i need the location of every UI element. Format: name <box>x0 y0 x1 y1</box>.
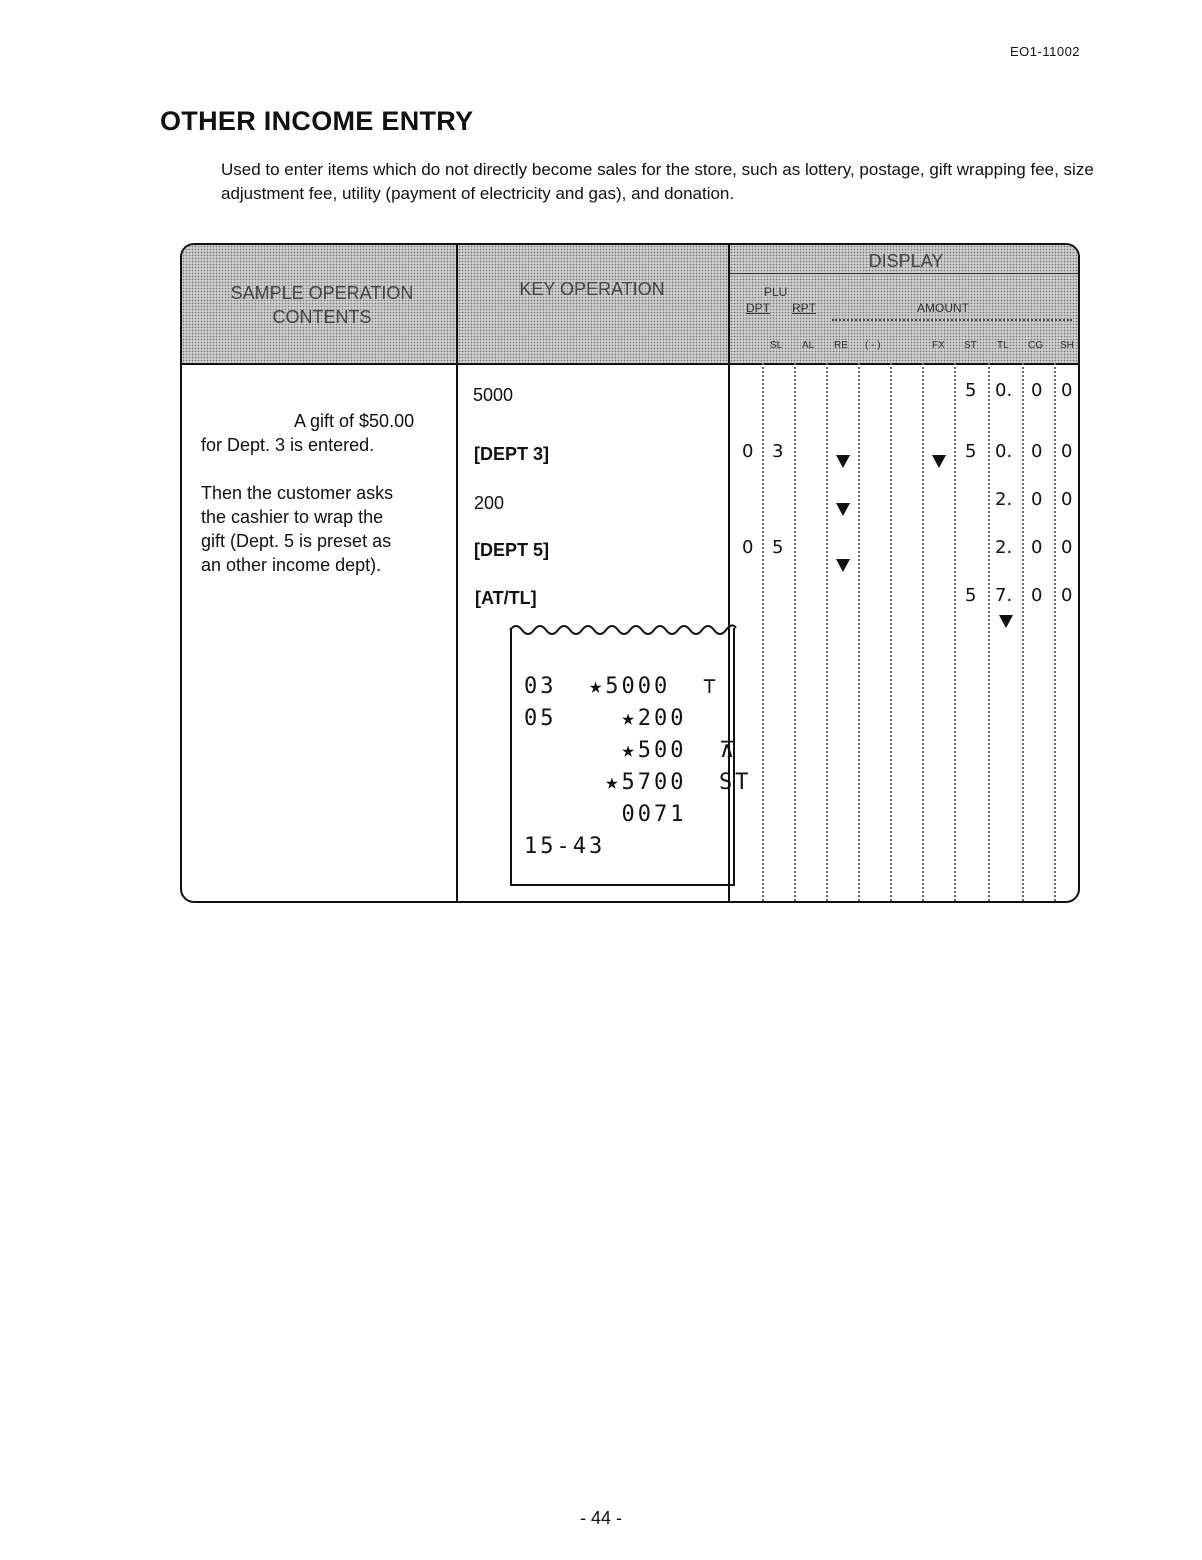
sample-text-line: an other income dept). <box>201 555 382 575</box>
amount-rule <box>832 319 1072 324</box>
indicator-arrow-icon <box>836 503 850 516</box>
key-header <box>458 245 728 365</box>
rpt-label: RPT <box>792 301 816 315</box>
ind-tl: TL <box>997 340 1009 351</box>
document-id: EO1-11002 <box>1010 44 1081 59</box>
display-digit: 2. <box>995 537 1013 558</box>
display-header-label: DISPLAY <box>868 251 944 271</box>
sample-text-line: the cashier to wrap the <box>201 507 384 527</box>
display-column <box>954 363 956 901</box>
display-column <box>794 363 796 901</box>
receipt-line: 05 ★200 <box>524 706 687 731</box>
ind-re: RE <box>834 340 848 351</box>
display-digit: 0 <box>1061 489 1073 510</box>
display-digit: 5 <box>965 585 977 606</box>
display-column <box>762 363 764 901</box>
column-divider <box>456 245 458 901</box>
ind-al: AL <box>802 340 815 351</box>
sample-text-line: for Dept. 3 is entered. <box>201 435 375 455</box>
display-column <box>826 363 828 901</box>
key-step: [DEPT 5] <box>474 540 550 560</box>
display-digit: 5 <box>965 441 977 462</box>
key-header-label: KEY OPERATION <box>519 279 665 299</box>
receipt <box>510 628 752 886</box>
key-step: [AT/TL] <box>475 588 537 608</box>
display-digit: 0 <box>1061 585 1073 606</box>
display-digit: 0 <box>1061 537 1073 558</box>
sample-header-label: SAMPLE OPERATION CONTENTS <box>230 283 414 327</box>
display-digit: 0 <box>1031 441 1043 462</box>
ind-cg: CG <box>1028 340 1043 351</box>
intro-paragraph: Used to enter items which do not directly become sales for the store, such as lottery, postage, gift wrapping fee, size adjustment fee, utility (payment of electricity and gas), and donation. <box>221 160 1094 203</box>
ind-sl: SL <box>770 340 783 351</box>
page-number: - 44 - <box>579 1508 622 1528</box>
display-column <box>1054 363 1056 901</box>
display-digit: 2. <box>995 489 1013 510</box>
plu-label: PLU <box>764 285 788 299</box>
indicator-arrow-icon <box>836 559 850 572</box>
ind-sh: SH <box>1060 340 1074 351</box>
dpt-label: DPT <box>746 301 770 315</box>
display-digit: 0 <box>1061 441 1073 462</box>
display-column <box>890 363 892 901</box>
display-digit: 0 <box>1031 380 1043 401</box>
display-digit: 0 <box>742 537 754 558</box>
display-digit: 0 <box>1031 489 1043 510</box>
display-header-divider <box>730 273 1080 274</box>
receipt-line: ★5700 ST <box>524 770 752 795</box>
display-digit: 0 <box>742 441 754 462</box>
display-digit: 3 <box>772 441 784 462</box>
display-digit: 7. <box>995 585 1013 606</box>
display-column <box>858 363 860 901</box>
indicator-arrow-icon <box>932 455 946 468</box>
sample-text-line: gift (Dept. 5 is preset as <box>201 531 392 551</box>
ind-st: ST <box>964 340 977 351</box>
display-digit: 0 <box>1061 380 1073 401</box>
key-step: 200 <box>474 493 505 513</box>
display-column <box>922 363 924 901</box>
key-step: 5000 <box>473 385 514 405</box>
indicator-arrow-icon <box>836 455 850 468</box>
display-digit: 0. <box>995 380 1013 401</box>
display-column <box>988 363 990 901</box>
display-digit: 5 <box>772 537 784 558</box>
key-step: [DEPT 3] <box>474 444 550 464</box>
ind-fx: FX <box>932 340 945 351</box>
receipt-line: 0071 <box>524 802 687 827</box>
receipt-line: ★500 ⊼ <box>524 738 739 763</box>
amount-label: AMOUNT <box>917 301 969 315</box>
ind-minus: ( - ) <box>865 340 881 351</box>
receipt-line: 03 ★5000 ⊤ <box>524 674 719 699</box>
display-digit: 5 <box>965 380 977 401</box>
display-column <box>1022 363 1024 901</box>
display-digit: 0 <box>1031 537 1043 558</box>
display-digit: 0. <box>995 441 1013 462</box>
sample-text-line: Then the customer asks <box>201 483 394 503</box>
indicator-arrow-icon <box>999 615 1013 628</box>
display-digit: 0 <box>1031 585 1043 606</box>
page-title: OTHER INCOME ENTRY <box>160 106 474 136</box>
sample-text-line: A gift of $50.00 <box>294 411 415 431</box>
receipt-line: 15-43 <box>524 834 606 859</box>
